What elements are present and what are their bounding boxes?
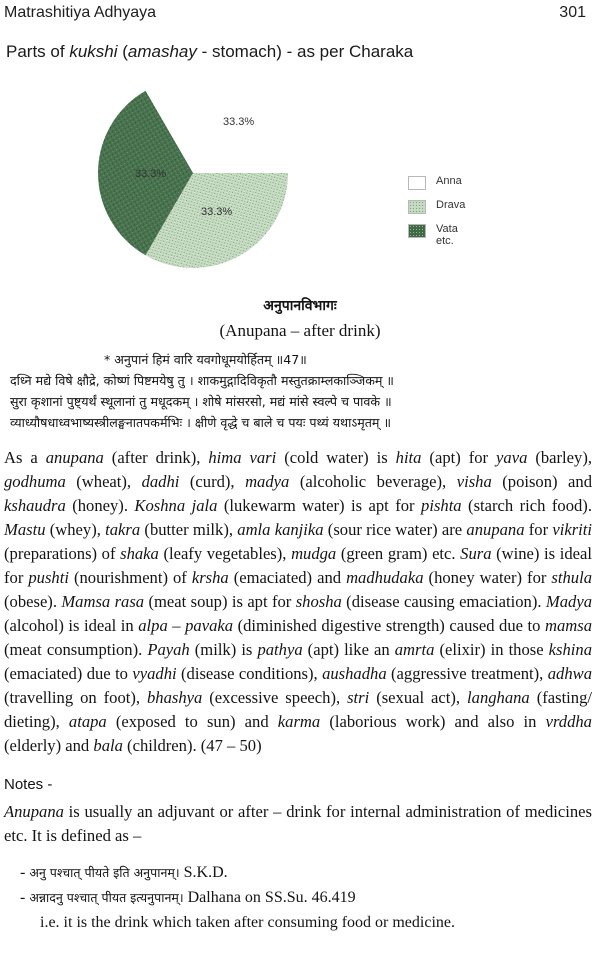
sanskrit-term: Payah [147, 640, 190, 659]
translation-text: (meat consumption). [4, 640, 148, 659]
reference-line [20, 860, 455, 885]
translation-text: (obese). [4, 592, 62, 611]
sanskrit-term: bala [93, 736, 123, 755]
ref-source: Dalhana on SS.Su. 46.419 [183, 889, 356, 906]
ref-source: S.K.D. [179, 864, 228, 881]
sanskrit-term: langhana [467, 688, 530, 707]
pie-chart-svg [108, 68, 278, 278]
translation-text: (preparations) of [4, 544, 121, 563]
legend-swatch [408, 224, 426, 238]
translation-text: (children). (47 – 50) [122, 736, 262, 755]
sanskrit-term: shosha [295, 592, 342, 611]
notes-intro: is usually an adjuvant or after – drink for internal administration of medicines etc. It is defined as – [4, 802, 592, 845]
legend-label: Vata etc. [436, 223, 458, 247]
verse-line: व्याध्यौषधाध्वभाष्यस्त्रीलङ्घनातपकर्मभिः । क्षीणे वृद्धे च बाले च पयः पथ्यं यथाऽमृतम् ॥ [10, 415, 392, 430]
ref-dash: - [20, 864, 30, 881]
sanskrit-term: madya [245, 472, 290, 491]
translation-text: (laborious work) and also in [320, 712, 546, 731]
translation-text: (apt) for [421, 448, 497, 467]
reference-line [20, 885, 455, 910]
translation-text: As a [4, 448, 46, 467]
translation-text: (starch rich food). [461, 496, 592, 515]
sanskrit-term: Sura [460, 544, 492, 563]
sanskrit-term: yava [496, 448, 528, 467]
translation-text: (honey water) for [423, 568, 552, 587]
sanskrit-term: pushti [28, 568, 69, 587]
sanskrit-term: kshaudra [4, 496, 66, 515]
translation-text: (alcohol) is ideal in [4, 616, 139, 635]
sanskrit-term: mudga [291, 544, 337, 563]
translation-text: (disease conditions), [176, 664, 323, 683]
translation-text: (whey), [45, 520, 106, 539]
legend-label: Drava [436, 199, 466, 211]
figure-title-kukshi: kukshi [69, 42, 118, 61]
sanskrit-term: mamsa [544, 616, 592, 635]
translation-text: (meat soup) is apt for [144, 592, 296, 611]
translation-text: (cold water) is [276, 448, 396, 467]
translation-text: (green gram) etc. [336, 544, 461, 563]
figure-title-amashay: amashay [127, 42, 197, 61]
translation-text: (poison) and [491, 472, 593, 491]
translation-text: (wine) is ideal for [4, 544, 592, 587]
translation-text: (honey). [65, 496, 135, 515]
sanskrit-term: alpa – pavaka [138, 616, 234, 635]
ref-sanskrit: अनु पश्चात् पीयते इति अनुपानम्। [29, 865, 180, 880]
sanskrit-term: krsha [191, 568, 229, 587]
sanskrit-term: karma [277, 712, 321, 731]
pie-chart [108, 68, 278, 278]
translation-text: (sexual act), [369, 688, 468, 707]
translation-text: (excessive speech), [202, 688, 348, 707]
sanskrit-term: stri [347, 688, 370, 707]
sanskrit-term: Mastu [4, 520, 46, 539]
sanskrit-term: dadhi [141, 472, 180, 491]
ref-dash: - [20, 889, 30, 906]
sanskrit-term: hita [395, 448, 422, 467]
translation-text: for [524, 520, 553, 539]
sanskrit-term: aushadha [322, 664, 387, 683]
sanskrit-term: vikriti [552, 520, 592, 539]
translation-text: (nourishment) of [68, 568, 192, 587]
translation-text: (wheat), [65, 472, 142, 491]
translation-text: (alcoholic beverage), [289, 472, 457, 491]
sanskrit-term: anupana [45, 448, 104, 467]
pie-data-label: 33.3% [223, 116, 255, 129]
sanskrit-term: visha [456, 472, 492, 491]
legend-swatch [408, 176, 426, 190]
sanskrit-term: shaka [120, 544, 159, 563]
sanskrit-term: amla kanjika [237, 520, 324, 539]
sanskrit-term: Madya [545, 592, 592, 611]
sanskrit-term: kshina [548, 640, 592, 659]
translation-text: (elderly) and [4, 736, 94, 755]
translation-text: (fasting/ dieting), [4, 688, 592, 731]
ref-sanskrit: अन्नादनु पश्चात् पीयत इत्यनुपानम्। [29, 890, 184, 905]
translation-text: (lukewarm water) is apt for [217, 496, 422, 515]
sanskrit-term: takra [105, 520, 141, 539]
sanskrit-term: sthula [551, 568, 592, 587]
legend-label: Anna [436, 175, 462, 187]
translation-text: (aggressive treatment), [386, 664, 548, 683]
page-number: 301 [559, 4, 586, 21]
sanskrit-term: godhuma [4, 472, 66, 491]
sanskrit-term: hima vari [208, 448, 277, 467]
translation-text: (sour rice water) are [323, 520, 467, 539]
sanskrit-term: atapa [68, 712, 107, 731]
reference-explanation: i.e. it is the drink which taken after consuming food or medicine. [40, 914, 455, 931]
translation-text: (emaciated) due to [4, 664, 133, 683]
sanskrit-term: bhashya [146, 688, 203, 707]
translation-paragraph [4, 446, 592, 758]
verse-subheading: (Anupana – after drink) [219, 321, 381, 340]
pie-data-label: 33.3% [201, 206, 233, 219]
sanskrit-term: amrta [394, 640, 435, 659]
figure-title-prefix: Parts of [6, 42, 70, 61]
translation-text: (leafy vegetables), [158, 544, 292, 563]
notes-heading: Notes - [4, 776, 53, 793]
verse-section [0, 296, 600, 433]
translation-text: (apt) like an [302, 640, 395, 659]
running-header [4, 2, 586, 26]
verse-line: दध्नि मद्ये विषे क्षौद्रे, कोष्णं पिष्टमयेषु तु । शाकमुद्गादिविकृतौ मस्तुतक्राम्लकाञ्जिकम् ॥ [10, 373, 394, 388]
figure-title [6, 42, 413, 62]
notes-paragraph [4, 800, 592, 848]
figure-title-rest: - stomach) - as per Charaka [196, 42, 414, 61]
sanskrit-term: adhwa [547, 664, 592, 683]
translation-text: (exposed to sun) and [106, 712, 278, 731]
sanskrit-term: vyadhi [132, 664, 177, 683]
sanskrit-term: anupana [466, 520, 525, 539]
translation-text: (travelling on foot), [4, 688, 147, 707]
verse-line: सुरा कृशानां पुष्ट्यर्थं स्थूलानां तु मधूदकम् । शोषे मांसरसो, मद्यं मांसे स्वल्पे च पावके ॥ [10, 394, 392, 409]
sanskrit-term: pishta [421, 496, 462, 515]
sanskrit-term: vrddha [545, 712, 592, 731]
translation-text: (curd), [179, 472, 246, 491]
translation-text: (barley), [527, 448, 592, 467]
sanskrit-term: Mamsa rasa [61, 592, 145, 611]
verse-heading: अनुपानविभागः [263, 298, 337, 314]
translation-text: (emaciated) and [228, 568, 347, 587]
notes-references [20, 860, 455, 935]
notes-term: Anupana [4, 802, 64, 821]
translation-text: (diminished digestive strength) caused due to [233, 616, 545, 635]
figure-title-open: ( [117, 42, 128, 61]
translation-text: (milk) is [189, 640, 258, 659]
verse-line: * अनुपानं हिमं वारि यवगोधूमयोर्हितम् ॥47॥ [104, 352, 307, 367]
legend-swatch [408, 200, 426, 214]
chapter-title: Matrashitiya Adhyaya [4, 4, 157, 21]
translation-text: (disease causing emaciation). [341, 592, 546, 611]
sanskrit-term: Koshna jala [134, 496, 218, 515]
sanskrit-term: madhudaka [346, 568, 424, 587]
translation-text: (after drink), [103, 448, 209, 467]
translation-text: (butter milk), [140, 520, 238, 539]
sanskrit-term: pathya [257, 640, 303, 659]
pie-data-label: 33.3% [135, 168, 167, 180]
translation-text: (elixir) in those [434, 640, 549, 659]
